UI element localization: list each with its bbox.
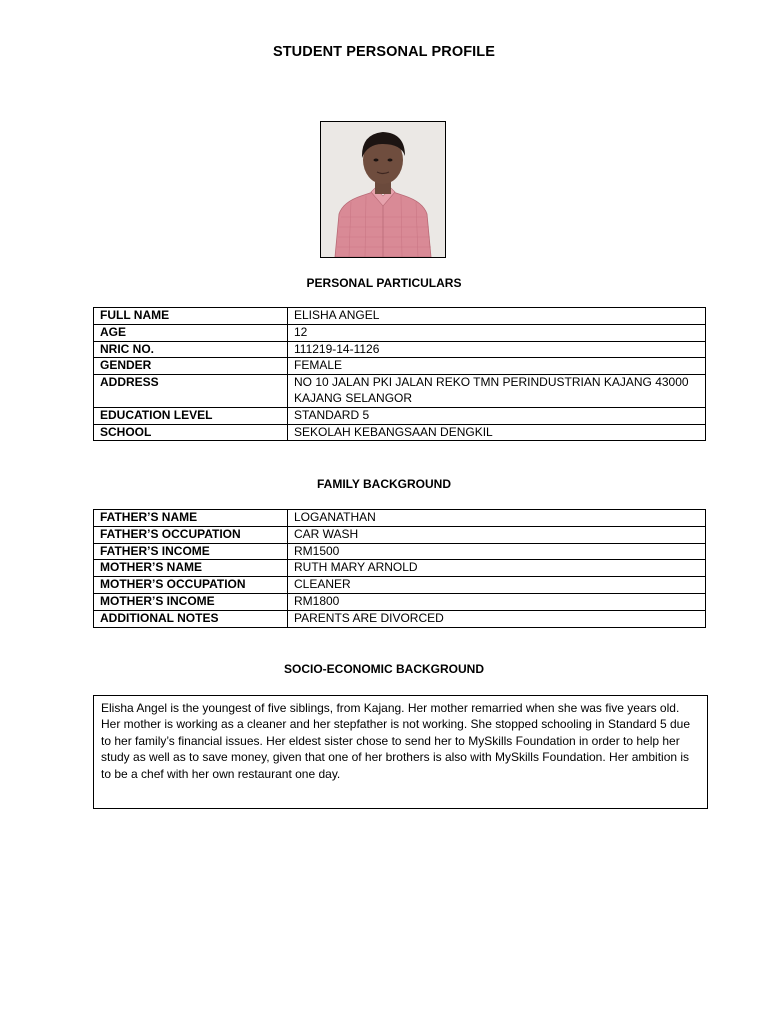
table-row	[94, 526, 706, 543]
mothers-occupation-value: CLEANER	[288, 577, 706, 594]
nric-label: NRIC NO.	[94, 341, 288, 358]
mothers-income-value: RM1800	[288, 593, 706, 610]
gender-value: FEMALE	[288, 358, 706, 375]
family-background-table	[93, 509, 706, 628]
education-level-label: EDUCATION LEVEL	[94, 407, 288, 424]
table-row	[94, 407, 706, 424]
age-value: 12	[288, 324, 706, 341]
table-row	[94, 560, 706, 577]
address-value: NO 10 JALAN PKI JALAN REKO TMN PERINDUSTRIAN KAJANG 43000 KAJANG SELANGOR	[288, 375, 706, 408]
socio-economic-text: Elisha Angel is the youngest of five siblings, from Kajang. Her mother remarried when she was five years old. Her mother is working as a cleaner and her stepfather is not working. She stopped schooling in Standard 5 due to her family’s financial issues. Her eldest sister chose to send her to MySkills Foundation in order to help her study as well as to save money, given that one of her brothers is also with MySkills Foundation. Her ambition is to be a chef with her own restaurant one day.	[93, 695, 708, 809]
table-row	[94, 577, 706, 594]
additional-notes-value: PARENTS ARE DIVORCED	[288, 610, 706, 627]
personal-particulars-table	[93, 307, 706, 441]
address-label: ADDRESS	[94, 375, 288, 408]
table-row	[94, 375, 706, 408]
age-label: AGE	[94, 324, 288, 341]
personal-particulars-heading: PERSONAL PARTICULARS	[306, 276, 462, 290]
school-label: SCHOOL	[94, 424, 288, 441]
table-row	[94, 593, 706, 610]
socio-economic-heading: SOCIO-ECONOMIC BACKGROUND	[284, 662, 484, 676]
fathers-occupation-label: FATHER’S OCCUPATION	[94, 526, 288, 543]
full-name-label: FULL NAME	[94, 308, 288, 325]
table-row	[94, 324, 706, 341]
person-icon	[321, 122, 445, 257]
table-row	[94, 358, 706, 375]
family-background-heading: FAMILY BACKGROUND	[316, 477, 451, 491]
table-row	[94, 308, 706, 325]
mothers-income-label: MOTHER’S INCOME	[94, 593, 288, 610]
additional-notes-label: ADDITIONAL NOTES	[94, 610, 288, 627]
gender-label: GENDER	[94, 358, 288, 375]
mothers-occupation-label: MOTHER’S OCCUPATION	[94, 577, 288, 594]
table-row	[94, 341, 706, 358]
school-value: SEKOLAH KEBANGSAAN DENGKIL	[288, 424, 706, 441]
table-row	[94, 610, 706, 627]
student-photo	[320, 121, 446, 258]
mothers-name-label: MOTHER’S NAME	[94, 560, 288, 577]
fathers-occupation-value: CAR WASH	[288, 526, 706, 543]
fathers-income-label: FATHER’S INCOME	[94, 543, 288, 560]
table-row	[94, 424, 706, 441]
mothers-name-value: RUTH MARY ARNOLD	[288, 560, 706, 577]
table-row	[94, 510, 706, 527]
nric-value: 111219-14-1126	[288, 341, 706, 358]
fathers-name-label: FATHER’S NAME	[94, 510, 288, 527]
full-name-value: ELISHA ANGEL	[288, 308, 706, 325]
education-level-value: STANDARD 5	[288, 407, 706, 424]
fathers-income-value: RM1500	[288, 543, 706, 560]
page-title: STUDENT PERSONAL PROFILE	[272, 44, 496, 60]
fathers-name-value: LOGANATHAN	[288, 510, 706, 527]
table-row	[94, 543, 706, 560]
